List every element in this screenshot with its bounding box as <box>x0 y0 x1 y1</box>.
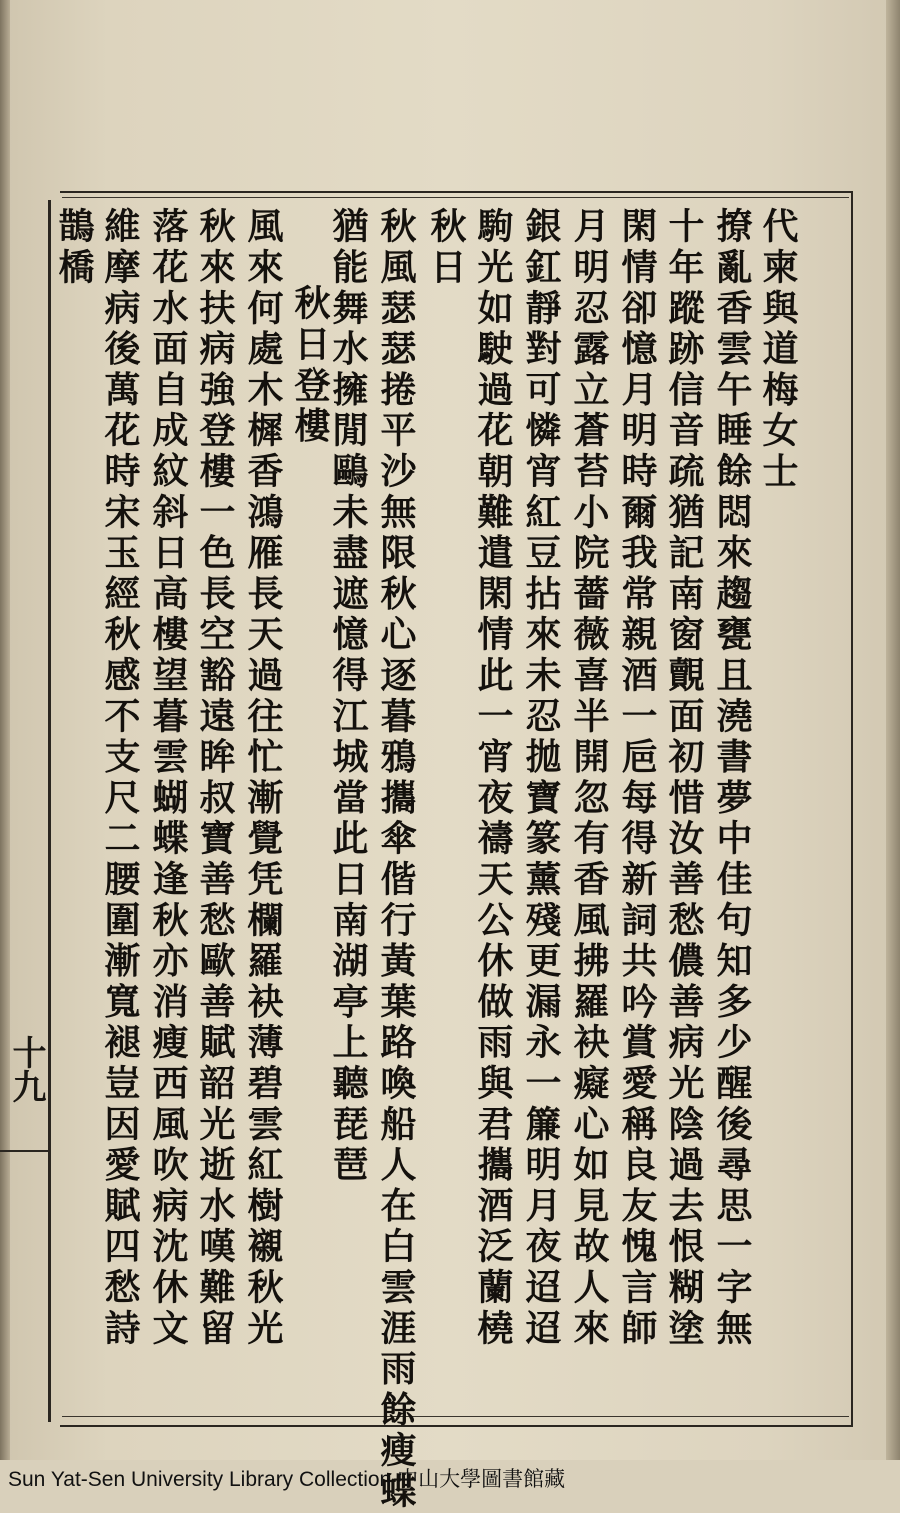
page-number: 十九 <box>6 1035 46 1103</box>
poem-title-queqiao: 鵲橋 <box>53 207 95 289</box>
text-column-4: 月明忍露立蒼苔小院薔薇喜半開忽有香風拂羅袂癡心如見故人來 <box>568 207 610 1350</box>
text-column-12: 秋來扶病強登樓一色長空豁遠眸叔寶善愁歐善賦韶光逝水嘆難留 <box>194 207 236 1350</box>
text-column-1: 撩亂香雲午睡餘悶來趨甕且澆書夢中佳句知多少醒後尋思一字無 <box>711 207 753 1350</box>
margin-rule <box>48 200 51 1422</box>
poem-title-daijian: 代柬與道梅女士 <box>757 207 799 493</box>
text-column-3: 閑情卻憶月明時爾我常親酒一巵每得新詞共吟賞愛稱良友愧言師 <box>616 207 658 1350</box>
text-column-8: 秋風瑟瑟捲平沙無限秋心逐暮鴉攜傘偕行黃葉路喚船人在白雲涯雨餘瘦蝶 <box>375 207 417 1513</box>
text-column-9: 猶能舞水擁閒鷗未盡遮憶得江城當此日南湖亭上聽琵琶 <box>327 207 369 1187</box>
text-column-2: 十年蹤跡信音疏猶記南窗覿面初惜汝善愁儂善病光陰過去恨糊塗 <box>663 207 705 1350</box>
poem-title-qiuri: 秋日 <box>425 207 467 289</box>
text-column-5: 銀釭靜對可憐宵紅豆拈來未忍拋寶篆薰殘更漏永一簾明月夜迢迢 <box>520 207 562 1350</box>
text-column-13: 落花水面自成紋斜日高樓望暮雲蝴蝶逢秋亦消瘦西風吹病沈休文 <box>147 207 189 1350</box>
poem-title-qiuri-denglou: 秋日登樓 <box>289 284 331 448</box>
page-edge <box>886 0 900 1460</box>
library-caption: Sun Yat-Sen University Library Collection 中山大學圖書館藏 <box>8 1468 566 1491</box>
text-column-11: 風來何處木樨香鴻雁長天過往忙漸覺凭欄羅袂薄碧雲紅樹襯秋光 <box>242 207 284 1350</box>
text-column-6: 駒光如駛過花朝難遣閑情此一宵夜禱天公休做雨與君攜酒泛蘭橈 <box>472 207 514 1350</box>
frame-inner-bottom-rule <box>62 1416 849 1417</box>
folio-rule <box>0 1150 48 1152</box>
book-spine <box>0 0 10 1460</box>
text-column-14: 維摩病後萬花時宋玉經秋感不支尺二腰圍漸寬褪豈因愛賦四愁詩 <box>99 207 141 1350</box>
frame-inner-top-rule <box>62 197 849 198</box>
